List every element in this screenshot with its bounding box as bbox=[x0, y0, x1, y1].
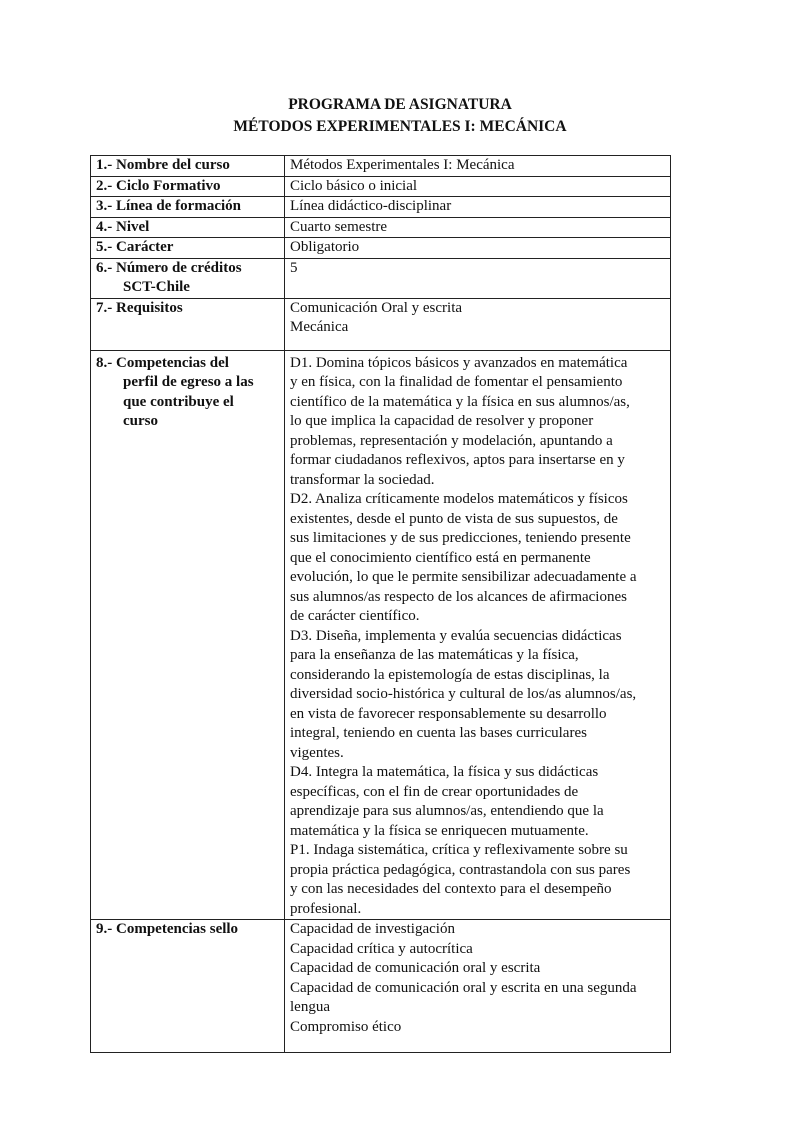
document-title: PROGRAMA DE ASIGNATURA bbox=[288, 96, 512, 113]
value-line: Mecánica bbox=[290, 319, 349, 335]
value-line: Ciclo básico o inicial bbox=[290, 177, 418, 194]
value-line: existentes, desde el punto de vista de sus supuestos, de bbox=[290, 510, 618, 527]
row-value bbox=[285, 176, 671, 197]
value-line: D4. Integra la matemática, la física y sus didácticas bbox=[290, 764, 599, 780]
label-line: 9.- Competencias sello bbox=[96, 921, 239, 937]
row-label bbox=[91, 350, 285, 920]
value-line: D2. Analiza críticamente modelos matemáticos y físicos bbox=[290, 491, 628, 507]
value-line: Cuarto semestre bbox=[290, 218, 388, 235]
row-formative-cycle bbox=[91, 176, 671, 197]
label-line: 5.- Carácter bbox=[96, 239, 174, 255]
label-line: perfil de egreso a las bbox=[123, 374, 254, 390]
value-line: Compromiso ético bbox=[290, 1018, 402, 1035]
row-value bbox=[285, 298, 671, 350]
row-label bbox=[91, 238, 285, 259]
value-line: Métodos Experimentales I: Mecánica bbox=[290, 157, 515, 173]
row-training-line bbox=[91, 197, 671, 218]
value-line: en vista de favorecer responsablemente su desarrollo bbox=[290, 705, 607, 722]
row-value bbox=[285, 920, 671, 1053]
label-line: que contribuye el bbox=[123, 393, 234, 410]
value-line: y con las necesidades del contexto para el desempeño bbox=[290, 881, 612, 897]
value-line: sus alumnos/as respecto de los alcances de afirmaciones bbox=[290, 588, 627, 605]
value-line: profesional. bbox=[290, 900, 362, 917]
course-title: MÉTODOS EXPERIMENTALES I: MECÁNICA bbox=[233, 118, 567, 135]
value-line: Línea didáctico-disciplinar bbox=[290, 198, 452, 214]
value-line: que el conocimiento científico está en permanente bbox=[290, 549, 591, 566]
value-line: 5 bbox=[290, 259, 298, 276]
value-line: propia práctica pedagógica, contrastandola con sus pares bbox=[290, 861, 631, 878]
label-line: 4.- Nivel bbox=[96, 218, 150, 235]
value-line: P1. Indaga sistemática, crítica y reflexivamente sobre su bbox=[290, 842, 628, 858]
label-line: 1.- Nombre del curso bbox=[96, 157, 230, 173]
value-line: Capacidad crítica y autocrítica bbox=[290, 940, 473, 957]
row-label bbox=[91, 258, 285, 298]
value-line: sus limitaciones y de sus predicciones, teniendo presente bbox=[290, 530, 631, 546]
value-line: vigentes. bbox=[290, 744, 344, 761]
value-line: problemas, representación y modelación, apuntando a bbox=[290, 432, 613, 449]
row-label bbox=[91, 217, 285, 238]
value-line: Capacidad de comunicación oral y escrita bbox=[290, 960, 541, 976]
value-line: lengua bbox=[290, 999, 330, 1015]
value-line: formar ciudadanos reflexivos, aptos para insertarse en y bbox=[290, 452, 625, 468]
label-line: 8.- Competencias del bbox=[96, 354, 229, 371]
row-label bbox=[91, 920, 285, 1053]
course-info-table bbox=[90, 155, 671, 1053]
row-label bbox=[91, 156, 285, 177]
row-value bbox=[285, 197, 671, 218]
value-line: integral, teniendo en cuenta las bases curriculares bbox=[290, 725, 587, 741]
value-line: diversidad socio-histórica y cultural de los/as alumnos/as, bbox=[290, 686, 637, 702]
label-line: 3.- Línea de formación bbox=[96, 198, 241, 214]
value-line: lo que implica la capacidad de resolver y proponer bbox=[290, 413, 594, 429]
row-seal-competencies bbox=[91, 920, 671, 1053]
value-line: considerando la epistemología de estas disciplinas, la bbox=[290, 666, 610, 683]
value-line: para la enseñanza de las matemáticas y la física, bbox=[290, 647, 579, 663]
row-course-name bbox=[91, 156, 671, 177]
row-label bbox=[91, 298, 285, 350]
value-line: matemática y la física se enriquecen mutuamente. bbox=[290, 822, 589, 839]
row-value bbox=[285, 156, 671, 177]
value-line: de carácter científico. bbox=[290, 608, 420, 624]
label-line: curso bbox=[123, 413, 158, 429]
value-line: científico de la matemática y la física en sus alumnos/as, bbox=[290, 393, 630, 410]
row-value bbox=[285, 258, 671, 298]
value-line: D3. Diseña, implementa y evalúa secuencias didácticas bbox=[290, 627, 622, 644]
label-line: SCT-Chile bbox=[123, 279, 190, 295]
value-line: Capacidad de comunicación oral y escrita en una segunda bbox=[290, 979, 637, 996]
value-line: D1. Domina tópicos básicos y avanzados en matemática bbox=[290, 354, 628, 371]
value-line: aprendizaje para sus alumnos/as, entendiendo que la bbox=[290, 803, 604, 819]
value-line: evolución, lo que le permite sensibilizar adecuadamente a bbox=[290, 569, 637, 585]
value-line: transformar la sociedad. bbox=[290, 471, 435, 488]
value-line: Capacidad de investigación bbox=[290, 921, 455, 937]
value-line: Obligatorio bbox=[290, 239, 360, 255]
label-line: 2.- Ciclo Formativo bbox=[96, 177, 221, 194]
row-character bbox=[91, 238, 671, 259]
row-label bbox=[91, 197, 285, 218]
value-line: y en física, con la finalidad de fomentar el pensamiento bbox=[290, 374, 623, 390]
row-label bbox=[91, 176, 285, 197]
row-value bbox=[285, 217, 671, 238]
label-line: 6.- Número de créditos bbox=[96, 259, 242, 276]
value-line: Comunicación Oral y escrita bbox=[290, 299, 463, 316]
row-value bbox=[285, 350, 671, 920]
row-value bbox=[285, 238, 671, 259]
row-level bbox=[91, 217, 671, 238]
label-line: 7.- Requisitos bbox=[96, 299, 183, 316]
row-graduate-competencies bbox=[91, 350, 671, 920]
row-requirements bbox=[91, 298, 671, 350]
value-line: específicas, con el fin de crear oportunidades de bbox=[290, 783, 579, 800]
row-credits bbox=[91, 258, 671, 298]
